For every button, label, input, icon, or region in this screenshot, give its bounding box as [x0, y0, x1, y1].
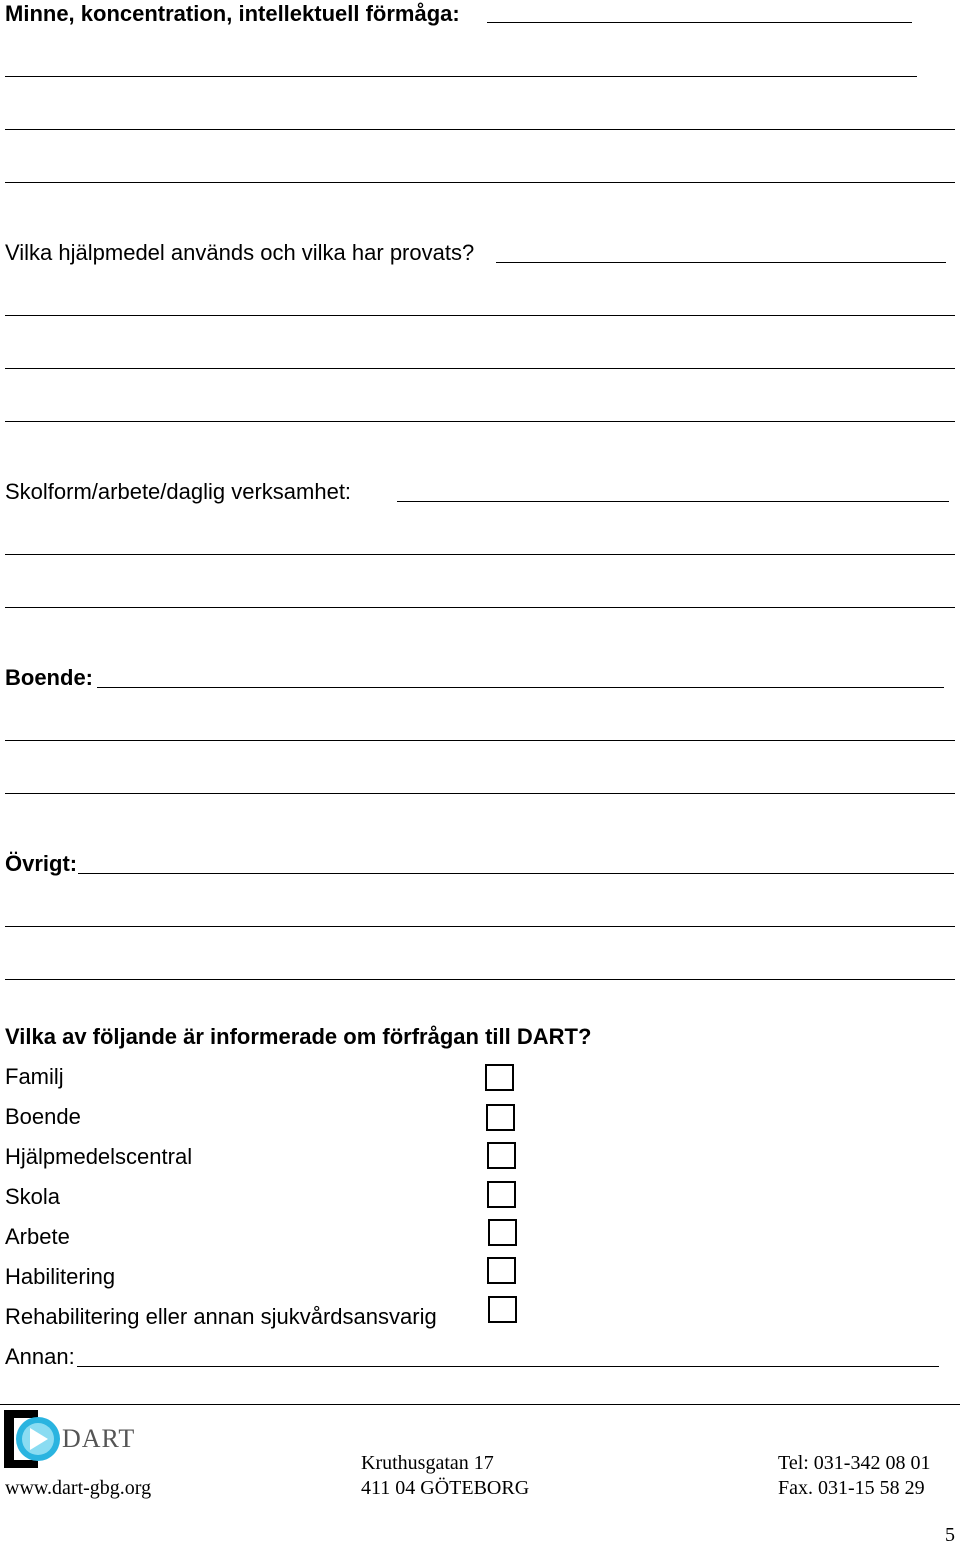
school-line-3[interactable] — [5, 585, 955, 608]
aids-label: Vilka hjälpmedel används och vilka har provats? — [5, 240, 475, 265]
checkbox-rehabilitation[interactable] — [488, 1296, 517, 1323]
informed-item-family: Familj — [5, 1064, 64, 1089]
informed-other-input-line[interactable] — [77, 1344, 939, 1367]
other-input-line[interactable] — [78, 851, 954, 874]
footer-city: 411 04 GÖTEBORG — [361, 1477, 530, 1499]
checkbox-work[interactable] — [488, 1219, 517, 1246]
checkbox-school[interactable] — [487, 1181, 516, 1208]
housing-input-line[interactable] — [97, 665, 944, 688]
dart-logo-icon — [4, 1410, 60, 1468]
informed-item-housing: Boende — [5, 1104, 81, 1129]
housing-line-3[interactable] — [5, 771, 955, 794]
footer-divider — [0, 1404, 960, 1405]
memory-input-line[interactable] — [487, 0, 912, 23]
other-line-3[interactable] — [5, 957, 955, 980]
dart-logo-text: DART — [62, 1424, 136, 1453]
housing-label: Boende: — [5, 665, 93, 690]
school-label: Skolform/arbete/daglig verksamhet: — [5, 479, 352, 504]
footer-fax: Fax. 031-15 58 29 — [778, 1477, 925, 1499]
informed-item-school: Skola — [5, 1184, 61, 1209]
aids-line-3[interactable] — [5, 346, 955, 369]
aids-line-2[interactable] — [5, 293, 955, 316]
informed-other-label: Annan: — [5, 1344, 75, 1369]
other-line-2[interactable] — [5, 904, 955, 927]
checkbox-family[interactable] — [485, 1064, 514, 1091]
informed-item-rehabilitation: Rehabilitering eller annan sjukvårdsansvarig — [5, 1304, 437, 1329]
aids-input-line[interactable] — [496, 240, 946, 263]
informed-item-work: Arbete — [5, 1224, 70, 1249]
page-number: 5 — [945, 1524, 955, 1546]
checkbox-habilitation[interactable] — [487, 1257, 516, 1284]
memory-line-4[interactable] — [5, 160, 955, 183]
checkbox-aid-center[interactable] — [487, 1142, 516, 1169]
housing-line-2[interactable] — [5, 718, 955, 741]
footer-tel: Tel: 031-342 08 01 — [778, 1452, 931, 1474]
footer-website: www.dart-gbg.org — [5, 1477, 152, 1499]
school-line-2[interactable] — [5, 532, 955, 555]
informed-question: Vilka av följande är informerade om förfrågan till DART? — [5, 1024, 592, 1049]
aids-line-4[interactable] — [5, 399, 955, 422]
memory-label: Minne, koncentration, intellektuell förmåga: — [5, 1, 460, 26]
checkbox-housing[interactable] — [486, 1104, 515, 1131]
informed-item-habilitation: Habilitering — [5, 1264, 116, 1289]
footer-street: Kruthusgatan 17 — [361, 1452, 494, 1474]
memory-line-2[interactable] — [5, 54, 917, 77]
other-label: Övrigt: — [5, 851, 78, 876]
school-input-line[interactable] — [397, 479, 949, 502]
memory-line-3[interactable] — [5, 107, 955, 130]
informed-item-aid-center: Hjälpmedelscentral — [5, 1144, 193, 1169]
